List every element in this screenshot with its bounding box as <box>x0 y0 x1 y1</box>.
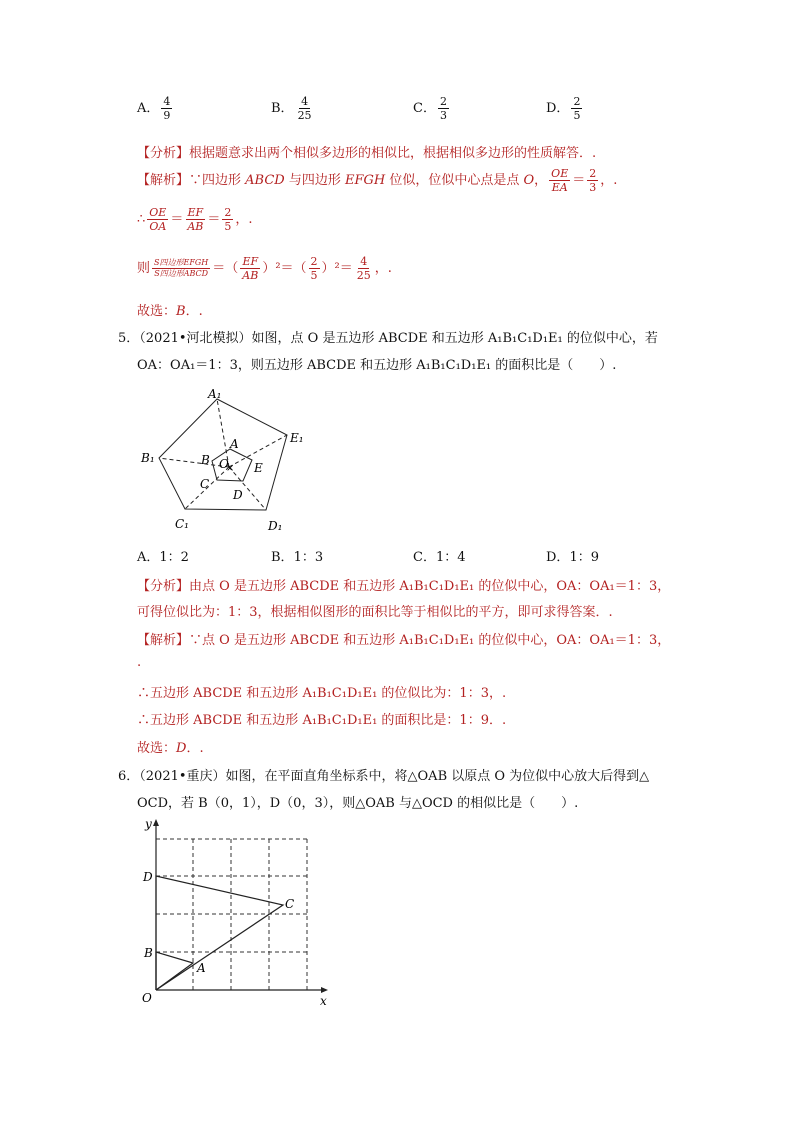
label-O: O <box>142 991 152 1005</box>
label-B: B <box>201 453 210 467</box>
label-A: A <box>230 437 239 451</box>
q4-option-d[interactable]: D． $\frac{2}{5}$ <box>546 95 581 122</box>
q4-analysis: 【分析】根据题意求出两个相似多边形的相似比，根据相似多边形的性质解答．. <box>137 146 597 161</box>
label-B: B <box>144 946 153 960</box>
q4-solution-line1: 【解析】∵四边形 ABCD 与四边形 EFGH 位似，位似中心点是点 O， $\frac{OE}{EA}$ ＝ $\frac{2}{3}$ ，. <box>137 167 618 194</box>
q5-stem-line1: 5．（2021•河北模拟）如图，点 O 是五边形 ABCDE 和五边形 A₁B₁C₁D₁E₁ 的位似中心，若 <box>118 331 658 346</box>
q5-option-b[interactable]: B．1：3 <box>271 550 324 565</box>
q4-solution-line2: ∴ $\frac{OE}{OA}$ ＝ $\frac{EF}{AB}$ ＝ $\frac{2}{5}$ ，. <box>137 206 253 233</box>
q5-solution-line4: ∴五边形 ABCDE 和五边形 A₁B₁C₁D₁E₁ 的面积比是：1：9．. <box>137 713 507 728</box>
q5-option-a[interactable]: A．1：2 <box>137 550 189 565</box>
label-B1: B₁ <box>141 451 155 465</box>
dashed-rays <box>159 399 287 510</box>
label-x: x <box>320 994 327 1008</box>
q4-solution-line3: 则 $\frac{\text{S四边形EFGH}}{\text{S四边形ABCD}}$ ＝（ $\frac{EF}{AB}$ ）²＝（ $\frac{2}{5}$ ）²＝ $\frac{4}{25}$ ，. <box>137 255 392 282</box>
triangle-OAB <box>156 952 193 990</box>
q4-answer: 故选：B．. <box>137 304 203 319</box>
q5-pentagon-figure <box>135 380 335 540</box>
label-C: C <box>200 477 210 491</box>
label-C1: C₁ <box>175 517 189 531</box>
triangle-OCD <box>156 876 283 990</box>
label-E1: E₁ <box>290 431 304 445</box>
q5-option-c[interactable]: C．1：4 <box>413 550 466 565</box>
label-A1: A₁ <box>208 387 222 401</box>
q5-stem-line2: OA：OA₁＝1：3，则五边形 ABCDE 和五边形 A₁B₁C₁D₁E₁ 的面积比是（ ）. <box>137 358 617 373</box>
center-mark: × <box>226 463 235 474</box>
x-axis-arrow <box>321 987 328 993</box>
q6-coordinate-figure <box>138 815 338 1010</box>
q6-stem-line2: OCD，若 B（0，1），D（0，3），则△OAB 与△OCD 的相似比是（ ）. <box>137 796 579 811</box>
q5-answer: 故选：D．. <box>137 741 204 756</box>
label-D: D <box>233 488 243 502</box>
q4-option-a[interactable]: A． $\frac{4}{9}$ <box>137 95 171 122</box>
q4-option-c[interactable]: C． $\frac{2}{3}$ <box>413 95 447 122</box>
q5-analysis-line1: 【分析】由点 O 是五边形 ABCDE 和五边形 A₁B₁C₁D₁E₁ 的位似中心，OA：OA₁＝1：3， <box>137 579 671 594</box>
label-y: y <box>145 817 152 831</box>
q5-solution-line2: . <box>137 655 142 670</box>
label-D1: D₁ <box>268 519 283 533</box>
q4-option-b[interactable]: B． $\frac{4}{25}$ <box>271 95 312 122</box>
label-C: C <box>285 897 295 911</box>
label-E: E <box>254 461 263 475</box>
q5-solution-line1: 【解析】∵点 O 是五边形 ABCDE 和五边形 A₁B₁C₁D₁E₁ 的位似中心，OA：OA₁＝1：3， <box>137 633 671 648</box>
q5-option-d[interactable]: D．1：9 <box>546 550 599 565</box>
q5-solution-line3: ∴五边形 ABCDE 和五边形 A₁B₁C₁D₁E₁ 的位似比为：1：3，. <box>137 686 507 701</box>
q5-analysis-line2: 可得位似比为：1：3，根据相似图形的面积比等于相似比的平方，即可求得答案．. <box>137 605 613 620</box>
label-D: D <box>143 870 153 884</box>
label-A: A <box>197 961 206 975</box>
label-O: O <box>219 457 229 471</box>
y-axis-arrow <box>153 819 159 826</box>
q6-stem-line1: 6．（2021•重庆）如图，在平面直角坐标系中，将△OAB 以原点 O 为位似中心放大后得到△ <box>118 769 650 784</box>
grid-lines <box>156 839 307 990</box>
outer-pentagon <box>159 399 287 510</box>
